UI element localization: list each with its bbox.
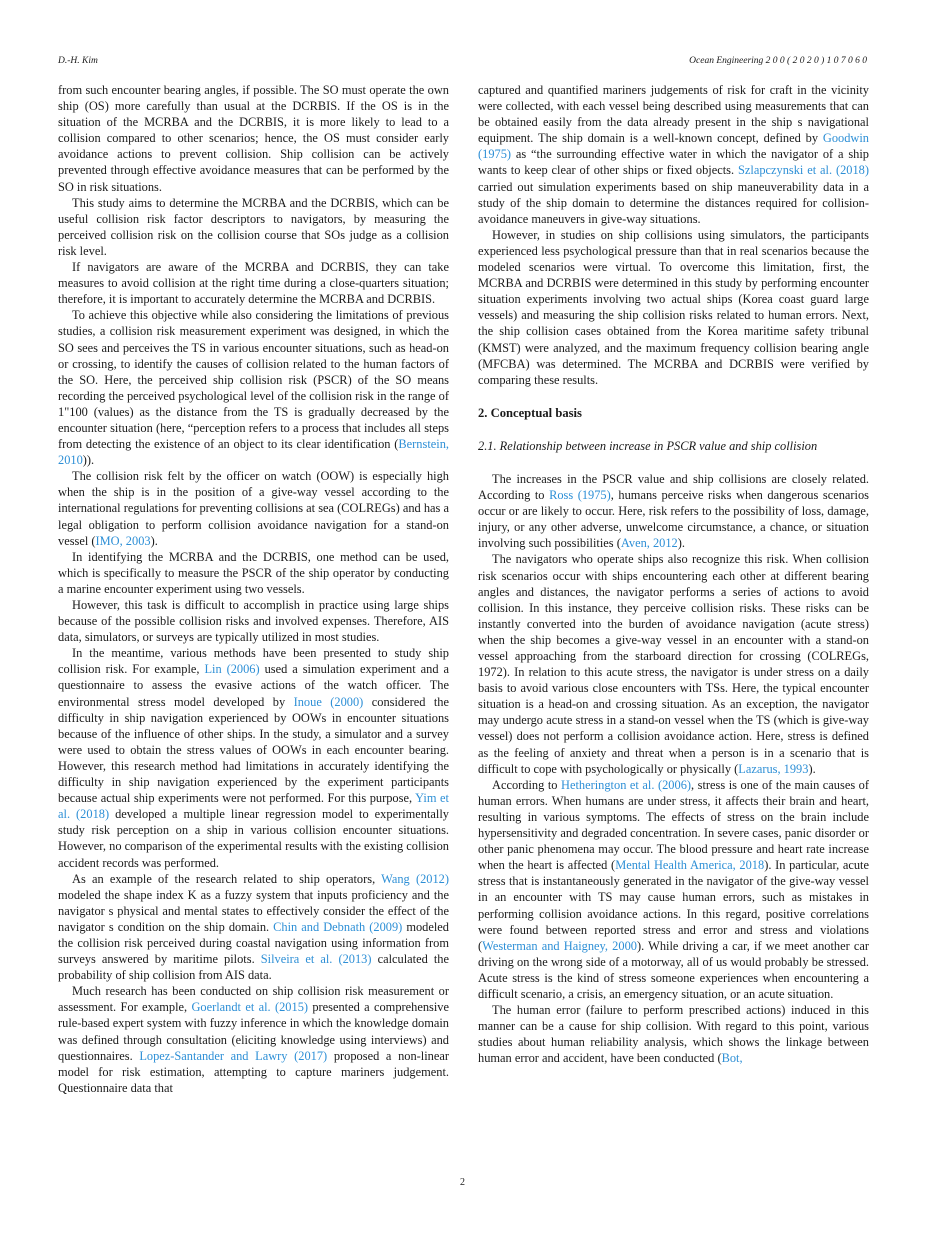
paragraph	[58, 307, 449, 468]
text-run: To achieve this objective while also considering the limitations of previous studies, a collision risk measurement experiment was designed, in which the SO sees and perceives the TS in various encounter situations, such as head-on or crossing, to identify the causes of collision related to the human factors of the SO. Here, the perceived ship collision risk (PSCR) of the SO means recording the perceived psychological level of the collision risk in the range of 1"100 (values) as the distance from the TS is gradually decreased by the encounter situation (here, “perception refers to a process that includes all steps from detecting the existence of an object to its clear identification (	[58, 308, 449, 452]
paragraph: from such encounter bearing angles, if possible. The SO must operate the own ship (OS) more carefully than usual at the DCRBIS. If the OS is in the situation of the MCRBA and the DCRBIS, it is more likely to lead to a collision compared to other scenarios; hence, the OS must consider early avoidance actions to prevent collision. Ship collision can be actively prevented through effective avoidance measures that can be performed by the SO in risk situations.	[58, 83, 449, 194]
citation-link[interactable]: Aven, 2012	[620, 536, 678, 551]
text-run: calculated the probability of ship collision from AIS data.	[58, 952, 449, 983]
paragraph: In identifying the MCRBA and the DCRBIS, one method can be used, which is specifically to measure the PSCR of the ship operator by conducting a marine encounter experiment using two vessels.	[58, 549, 449, 596]
citation-link[interactable]: Bot,	[721, 1051, 743, 1066]
citation-link[interactable]: Inoue (2000)	[293, 694, 364, 709]
citation-link[interactable]: Wang (2012)	[381, 871, 449, 886]
text-run: ). While driving a car, if we meet another car driving on the wrong side of a motorway, all of us would probably be stressed. Acute stress is the kind of stress someone experiences when encountering a difficult scenario, a crisis, an emergency situation, or an acute situation.	[478, 938, 869, 1001]
citation-link[interactable]: Hetherington et al. (2006)	[561, 777, 692, 792]
citation-link[interactable]: Lopez-Santander and Lawry (2017)	[139, 1048, 328, 1063]
text-run: , stress is one of the main causes of human errors. When humans are under stress, it affects their brain and heart, resulting in various symptoms. The effects of stress on the brain include hypersensitivity and degraded concentration. In severe cases, panic disorder or other panic phenomena may occur. The blood pressure and heart rate increase when the heart is affected (	[478, 777, 870, 873]
text-run: The navigators who operate ships also recognize this risk. When collision risk scenarios occur with ships encountering each other at different bearing angles and distances, the navigator performs a series of actions to avoid collision. In this instance, they perceive collision risks. These risks can be instantly converted into the burden of avoidance navigation (acute stress) when the ship becomes a give-way vessel in an encounter with a stand-on vessel approaching from the starboard direction for crossing (COLREGs, 1972). In relation to this acute stress, the navigator is under stress on a daily basis to avoid various close encounters with TSs. Here, the typical encounter situation is a head-on and crossing situation. As an exception, the navigator may undergo acute stress in a stand-on vessel when the TS (which is give-way vessel) does not perform a collision avoidance action. Here, stress is defined as the feeling of anxiety and threat when a person is in a scenario that is difficult to cope with psychologically or physically (	[478, 552, 869, 776]
text-run: proposed a non-linear model for risk estimation, attempting to capture mariners judgement. Questionnaire data that	[58, 1048, 449, 1095]
text-run: used a simulation experiment and a questionnaire to assess the evasive actions of the watch officer. The environmental stress model developed by	[58, 662, 449, 709]
text-run: As an example of the research related to ship operators,	[72, 871, 382, 886]
citation-link[interactable]: Westerman and Haigney, 2000	[482, 938, 637, 953]
paragraph	[58, 468, 449, 548]
text-run: The human error (failure to perform prescribed actions) induced in this manner can be a cause for ship collision. With regard to this point, various studies about human reliability analysis, which shows the linkage between human error and accident, have been conducted (	[478, 1003, 869, 1066]
paragraph	[478, 82, 869, 227]
text-run: , humans perceive risks when dangerous scenarios occur or are likely to occur. Here, risk refers to the possibility of loss, damage, injury, or any other adverse, unwelcome circumstance, a chance, or situation involving such possibilities (	[478, 488, 869, 551]
citation-link[interactable]: Goerlandt et al. (2015)	[191, 1000, 309, 1015]
text-run: Much research has been conducted on ship collision risk measurement or assessment. For example,	[58, 984, 449, 1015]
citation-link[interactable]: Lazarus, 1993	[738, 761, 809, 776]
left-column	[58, 82, 449, 1096]
text-run: The collision risk felt by the officer on watch (OOW) is especially high when the ship is in the position of a give-way vessel according to the international regulations for preventing collisions at sea (COLREGs) and has a legal obligation to perform collision avoidance navigation for a stand-on vessel (	[58, 469, 449, 548]
section-heading: 2. Conceptual basis	[478, 405, 582, 420]
paragraph	[478, 551, 869, 776]
text-run: According to	[492, 777, 562, 792]
paragraph	[478, 777, 869, 1002]
paragraph: This study aims to determine the MCRBA and the DCRBIS, which can be useful collision risk factor descriptors to navigators, by measuring the perceived collision risk on the collision course that SOs judge as a collision risk level.	[58, 195, 449, 258]
text-run: considered the difficulty in ship navigation experienced by OOWs in encounter situations because of the influence of other ships. In the study, a simulator and a survey were used to obtain the stress values of OOWs in each encounter bearing. However, this research method had limitations in accurately identifying the difficulty in ship navigation experienced by the experiment participants because actual ship experiments were not performed. For this purpose,	[58, 694, 450, 806]
text-run: as “the surrounding effective water in which the navigator of a ship wants to keep clear of other ships or fixed objects.	[478, 147, 869, 178]
text-run: The increases in the PSCR value and ship collisions are closely related. According to	[478, 471, 869, 503]
citation-link[interactable]: Lin (2006)	[204, 662, 260, 677]
text-run: ). In particular, acute stress that is instantaneously generated in the navigator of the give-way vessel in an encounter with TS may cause human errors, such as mistakes in performing collision avoidance actions. In this regard, positive correlations were found between reported stress and error and stress and violations (	[478, 858, 869, 953]
page-number: 2	[460, 1177, 465, 1188]
citation-link[interactable]: Silveira et al. (2013)	[260, 952, 372, 967]
paragraph: However, this task is difficult to accomplish in practice using large ships because of the possible collision risks and involved expenses. Therefore, AIS data, simulators, or surveys are typically utilized in most studies.	[58, 598, 449, 645]
citation-link[interactable]: Ross (1975)	[549, 488, 611, 503]
text-run: developed a multiple linear regression model to experimentally study risk perception on a ship in various collision encounter situations. However, no comparison of the experimental results with the existing collision accident records was performed.	[58, 807, 449, 870]
paragraph	[58, 645, 449, 870]
citation-link[interactable]: Bernstein, 2010	[58, 437, 449, 468]
paragraph	[478, 471, 869, 551]
text-run: presented a comprehensive rule-based expert system with fuzzy inference in which the knowledge domain was defined through consultation (eliciting knowledge using interviews) and questionnaires.	[58, 1000, 449, 1063]
text-run: carried out simulation experiments based on ship maneuverability data in a study of the ship domain to determine the distances required for collision-avoidance maneuvers in give-way situations.	[478, 179, 869, 226]
citation-link[interactable]: Chin and Debnath (2009)	[273, 919, 403, 934]
text-run: In the meantime, various methods have been presented to study ship collision risk. For example,	[58, 646, 449, 677]
text-run: ).	[150, 533, 158, 548]
paragraph	[58, 983, 449, 1096]
citation-link[interactable]: IMO, 2003	[95, 533, 151, 548]
citation-link[interactable]: Yim et al. (2018)	[58, 791, 449, 822]
paragraph	[478, 1002, 869, 1066]
text-run: ).	[677, 536, 685, 551]
citation-link[interactable]: Goodwin (1975)	[478, 131, 869, 162]
paragraph: However, in studies on ship collisions using simulators, the participants experienced less psychological pressure than that in real scenarios because the modeled scenarios were virtual. To overcome this limitation, first, the MCRBA and DCRBIS were determined in this study by performing encounter situation experiments involving two actual ships (Korea coast guard large vessels) and measuring the ship collision risks related to human errors. Next, the ship collision cases obtained from the Korea maritime safety tribunal (KMST) were analyzed, and the maximum frequency collision bearing angle (MFCBA) was determined. The MCRBA and DCRBIS were verified by comparing these results.	[478, 227, 869, 387]
subsection-heading: 2.1. Relationship between increase in PSCR value and ship collision	[478, 438, 818, 453]
header-journal: Ocean Engineering 2 0 0 ( 2 0 2 0 ) 1 0 7 0 6 0	[689, 56, 867, 66]
text-run: )).	[82, 453, 95, 468]
citation-link[interactable]: Mental Health America, 2018	[615, 858, 765, 873]
running-header	[58, 56, 867, 72]
text-run: ).	[808, 761, 816, 776]
text-run: modeled the collision risk perceived during coastal navigation using information from surveys answered by maritime pilots.	[58, 919, 449, 967]
right-column	[478, 82, 869, 1066]
paragraph	[58, 871, 449, 984]
text-run: captured and quantified mariners judgements of risk for craft in the vicinity were collected, with each vessel being described using measurements that can be obtained easily from the data already present in the ship s navigational equipment. The ship domain is a well-known concept, defined by	[478, 83, 869, 146]
citation-link[interactable]: Szlapczynski et al. (2018)	[737, 163, 869, 178]
paragraph: If navigators are aware of the MCRBA and DCRBIS, they can take measures to avoid collision at the right time during a close-quarters situation; therefore, it is important to accurately determine the MCRBA and DCRBIS.	[58, 260, 449, 307]
text-run: modeled the shape index K as a fuzzy system that inputs proficiency and the navigator s physical and mental states to effectively consider the effect of the navigator s condition on the ship domain.	[58, 887, 449, 934]
header-author: D.-H. Kim	[58, 56, 98, 66]
